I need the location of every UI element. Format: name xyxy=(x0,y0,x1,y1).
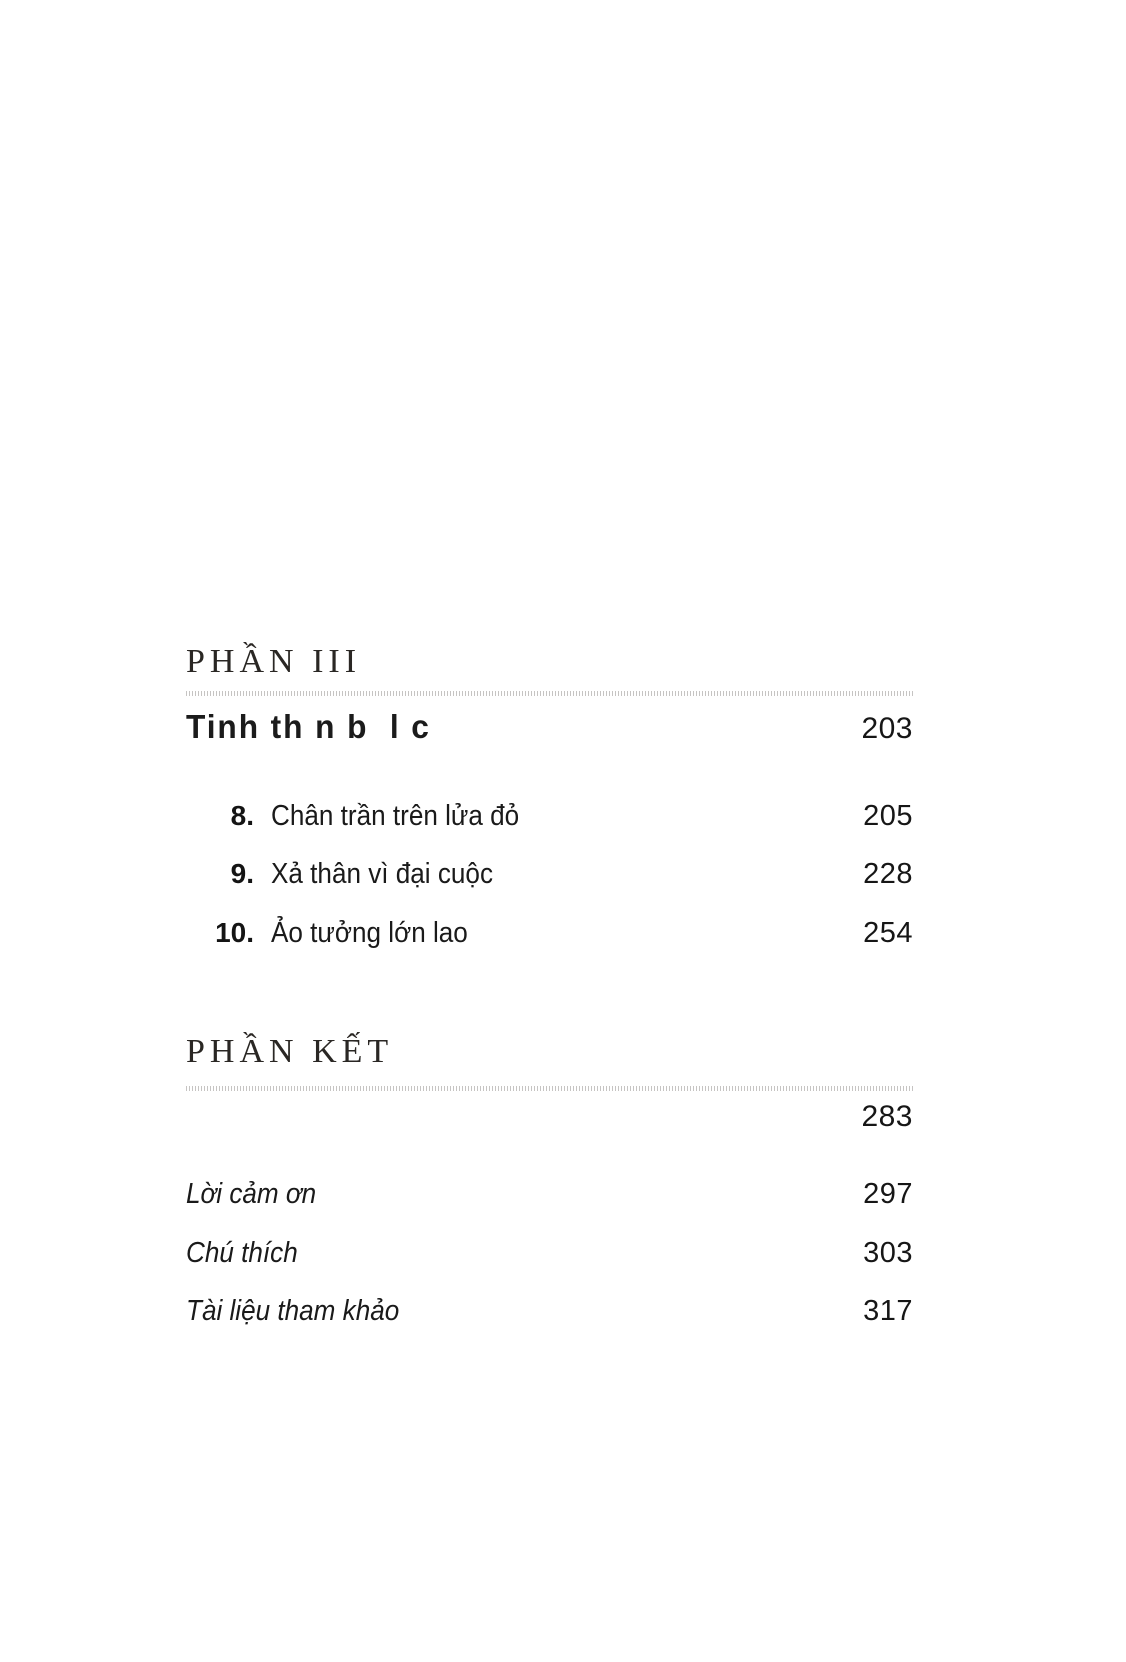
chapter-8-title: Chân trần trên lửa đỏ xyxy=(271,800,520,832)
chapter-10-title: Ảo tưởng lớn lao xyxy=(271,917,468,949)
toc-row-chapter-9 xyxy=(186,858,913,891)
part-iii-label: PHẦN III xyxy=(186,643,362,680)
part-iii-title-row xyxy=(186,708,913,746)
acknowledgments-page-number: 297 xyxy=(863,1178,913,1210)
chapter-10-number: 10. xyxy=(215,917,254,948)
part-iii-rule xyxy=(186,691,913,696)
toc-row-references xyxy=(186,1295,913,1328)
chapter-8-page-number: 205 xyxy=(863,800,913,832)
notes-title: Chú thích xyxy=(186,1237,298,1269)
part-ket-rule xyxy=(186,1086,913,1091)
part-ket-label: PHẦN KẾT xyxy=(186,1033,394,1070)
toc-row-chapter-8 xyxy=(186,800,913,833)
part-ket-page-number: 283 xyxy=(861,1100,913,1133)
chapter-10-page-number: 254 xyxy=(863,917,913,949)
toc-row-acknowledgments xyxy=(186,1178,913,1211)
chapter-8-number: 8. xyxy=(230,800,254,831)
acknowledgments-title: Lời cảm ơn xyxy=(186,1178,317,1210)
toc-row-chapter-10 xyxy=(186,917,913,950)
chapter-9-page-number: 228 xyxy=(863,858,913,890)
references-page-number: 317 xyxy=(863,1295,913,1327)
notes-page-number: 303 xyxy=(863,1237,913,1269)
part-iii-page-number: 203 xyxy=(861,712,913,745)
references-title: Tài liệu tham khảo xyxy=(186,1295,400,1327)
part-iii-title: Tinh th n b l c xyxy=(186,708,431,745)
chapter-9-title: Xả thân vì đại cuộc xyxy=(271,858,493,890)
toc-row-notes xyxy=(186,1237,913,1270)
part-ket-title-row xyxy=(186,1100,913,1134)
chapter-9-number: 9. xyxy=(230,858,254,889)
